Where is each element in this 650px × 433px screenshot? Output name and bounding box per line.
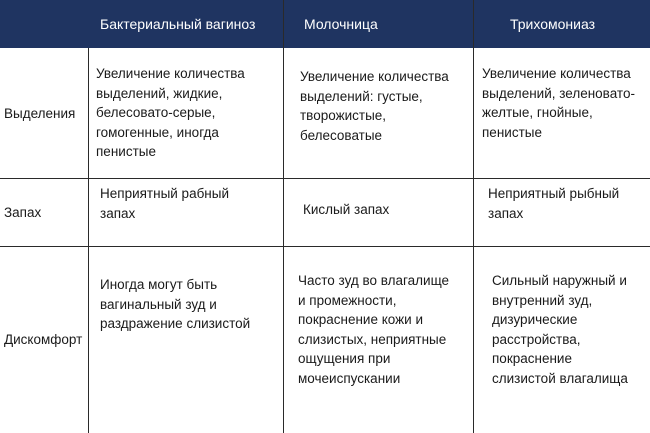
cell-odor-trichomoniasis: Неприятный рыбный запах xyxy=(488,186,620,221)
header-trichomoniasis: Трихомониаз xyxy=(510,16,596,32)
cell-discomfort-candidiasis: Часто зуд во влагалище и промежности, покраснение кожи и слизистых, неприятные ощущения при мочеиспускании xyxy=(298,273,450,386)
grid-vline-3 xyxy=(473,0,474,433)
cell-discharge-candidiasis: Увеличение количества выделений: густые, творожистые, белесоватые xyxy=(300,69,449,143)
row-label-odor: Запах xyxy=(4,204,42,220)
header-bacterial-vaginosis: Бактериальный вагиноз xyxy=(100,16,256,32)
grid-hline-1 xyxy=(0,178,650,179)
cell-discomfort-trichomoniasis: Сильный наружный и внутренний зуд, дизурические расстройства, покраснение слизистой влагалища xyxy=(492,273,628,386)
row-label-discomfort: Дискомфорт xyxy=(4,332,83,347)
table-header xyxy=(0,0,650,48)
row-label-discharge: Выделения xyxy=(4,105,76,121)
cell-discomfort-bv: Иногда могут быть вагинальный зуд и раздражение слизистой xyxy=(100,277,251,331)
cell-discharge-bv: Увеличение количества выделений, жидкие, белесовато-серые, гомогенные, иногда пенистые xyxy=(96,66,245,159)
cell-discharge-trichomoniasis: Увеличение количества выделений, зеленовато- желтые, гнойные, пенистые xyxy=(482,66,635,140)
header-candidiasis: Молочница xyxy=(304,16,378,32)
grid-hline-2 xyxy=(0,246,650,247)
cell-odor-candidiasis: Кислый запах xyxy=(303,202,390,217)
cell-odor-bv: Неприятный рабный запах xyxy=(100,186,230,221)
grid-vline-1 xyxy=(88,48,89,433)
grid-vline-2 xyxy=(283,0,284,433)
